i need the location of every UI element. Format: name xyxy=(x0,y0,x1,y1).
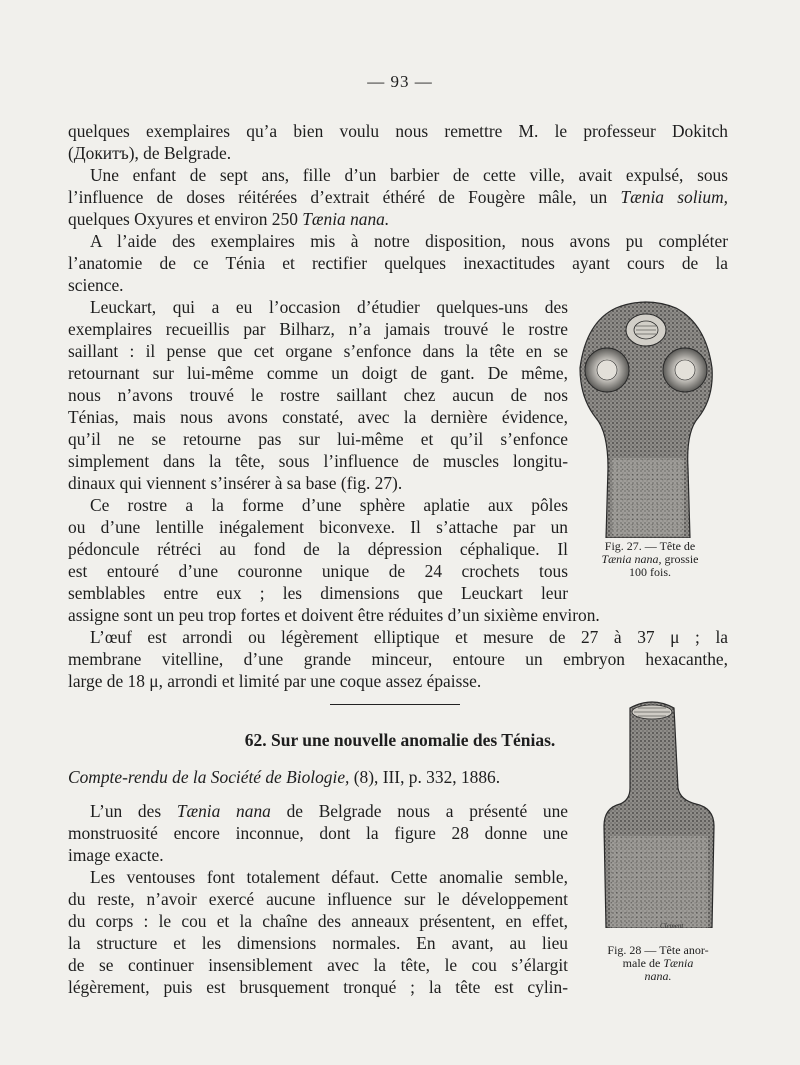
text-line: légèrement, puis est brusquement tronqué ; la tête est cylin- xyxy=(68,977,568,997)
text-line: saillant : il pense que cet organe s’enfonce dans la tête en se xyxy=(68,341,568,361)
text-line: est entouré d’une couronne unique de 24 crochets tous xyxy=(68,561,568,581)
text-line xyxy=(68,186,728,208)
text-line: Les ventouses font totalement défaut. Cette anomalie semble, xyxy=(90,867,568,887)
text-line: monstruosité encore inconnue, dont la figure 28 donne une xyxy=(68,823,568,843)
section-heading: 62. Sur une nouvelle anomalie des Ténias. xyxy=(244,730,556,750)
text-line: Ce rostre a la forme d’une sphère aplatie aux pôles xyxy=(90,495,568,515)
illustrator-signature: Clement xyxy=(660,922,684,930)
text-line: retournant sur lui-même comme un doigt de gant. De même, xyxy=(68,363,568,383)
text-line: du corps : le cou et la chaîne des anneaux présentent, en effet, xyxy=(68,911,568,931)
text-span: L’un des xyxy=(90,801,177,821)
text-line: membrane vitelline, d’une grande minceur, entoure un embryon hexacanthe, xyxy=(68,649,728,669)
caption-span: grossie xyxy=(661,552,699,566)
text-line: simplement dans la tête, sous l’influence de muscles longitu- xyxy=(68,451,568,471)
fig28-caption xyxy=(588,944,728,983)
text-line: l’anatomie de ce Ténia et rectifier quelques inexactitudes ayant cours de la xyxy=(68,253,728,273)
caption-line: Fig. 27. — Tête de xyxy=(604,539,696,553)
text-line: qu’il ne se retourne pas sur lui-même et qu’il s’enfonce xyxy=(68,429,568,449)
text-line: assigne sont un peu trop fortes et doivent être réduites d’un sixième environ. xyxy=(68,605,600,625)
species-name: Tænia nana xyxy=(176,801,271,821)
text-line: Leuckart, qui a eu l’occasion d’étudier quelques-uns des xyxy=(90,297,568,317)
species-name: Tænia solium, xyxy=(620,187,728,207)
text-line: la structure et les dimensions normales. En avant, au lieu xyxy=(68,933,568,953)
text-line: semblables entre eux ; les dimensions que Leuckart leur xyxy=(68,583,568,603)
caption-span: male de xyxy=(622,956,664,970)
text-line: Ténias, mais nous avons constaté, avec la dernière évidence, xyxy=(68,407,568,427)
caption-line: 100 fois. xyxy=(629,565,671,579)
species-name: Tænia nana. xyxy=(302,209,390,229)
text-span: de Belgrade nous a présenté une xyxy=(270,801,568,821)
species-name: Tænia xyxy=(663,956,694,970)
fig27-tapeworm-head-illustration xyxy=(576,298,716,538)
text-line: dinaux qui viennent s’insérer à sa base (fig. 27). xyxy=(68,473,403,493)
text-line: L’œuf est arrondi ou légèrement elliptique et mesure de 27 à 37 μ ; la xyxy=(90,627,728,647)
text-line: A l’aide des exemplaires mis à notre disposition, nous avons pu compléter xyxy=(90,231,728,251)
text-span: l’influence de doses réitérées d’extrait éthéré de Fougère mâle, un xyxy=(68,187,621,207)
text-line: (Докитъ), de Belgrade. xyxy=(68,143,232,163)
text-line xyxy=(90,800,568,822)
section-divider xyxy=(330,704,460,705)
text-line: quelques exemplaires qu’a bien voulu nous remettre M. le professeur Dokitch xyxy=(68,121,728,141)
citation-details: (8), III, p. 332, 1886. xyxy=(349,767,501,787)
species-name: Tænia nana, xyxy=(601,552,662,566)
text-line: ou d’une lentille inégalement biconvexe. Il s’attache par un xyxy=(68,517,568,537)
text-line: image exacte. xyxy=(68,845,164,865)
citation-line xyxy=(68,766,568,788)
citation-journal: Compte-rendu de la Société de Biologie, xyxy=(68,767,350,787)
fig28-anomalous-head-illustration xyxy=(600,696,718,928)
text-line: Une enfant de sept ans, fille d’un barbier de cette ville, avait expulsé, sous xyxy=(90,165,728,185)
text-line: large de 18 μ, arrondi et limité par une coque assez épaisse. xyxy=(68,671,482,691)
caption-line: nana. xyxy=(644,969,672,983)
text-line: pédoncule rétréci au fond de la dépression céphalique. Il xyxy=(68,539,568,559)
text-line: de se continuer insensiblement avec la tête, le cou s’élargit xyxy=(68,955,568,975)
text-line: science. xyxy=(68,275,124,295)
text-line xyxy=(68,208,728,230)
caption-line: Fig. 28 — Tête anor- xyxy=(607,943,709,957)
fig27-caption xyxy=(580,540,720,579)
text-line: nous n’avons trouvé le rostre saillant chez aucun de nos xyxy=(68,385,568,405)
text-line: exemplaires recueillis par Bilharz, n’a jamais trouvé le rostre xyxy=(68,319,568,339)
text-span: quelques Oxyures et environ 250 xyxy=(68,209,303,229)
page-number: — 93 — xyxy=(367,72,433,91)
text-line: du reste, n’avoir exercé aucune influence sur le développement xyxy=(68,889,568,909)
